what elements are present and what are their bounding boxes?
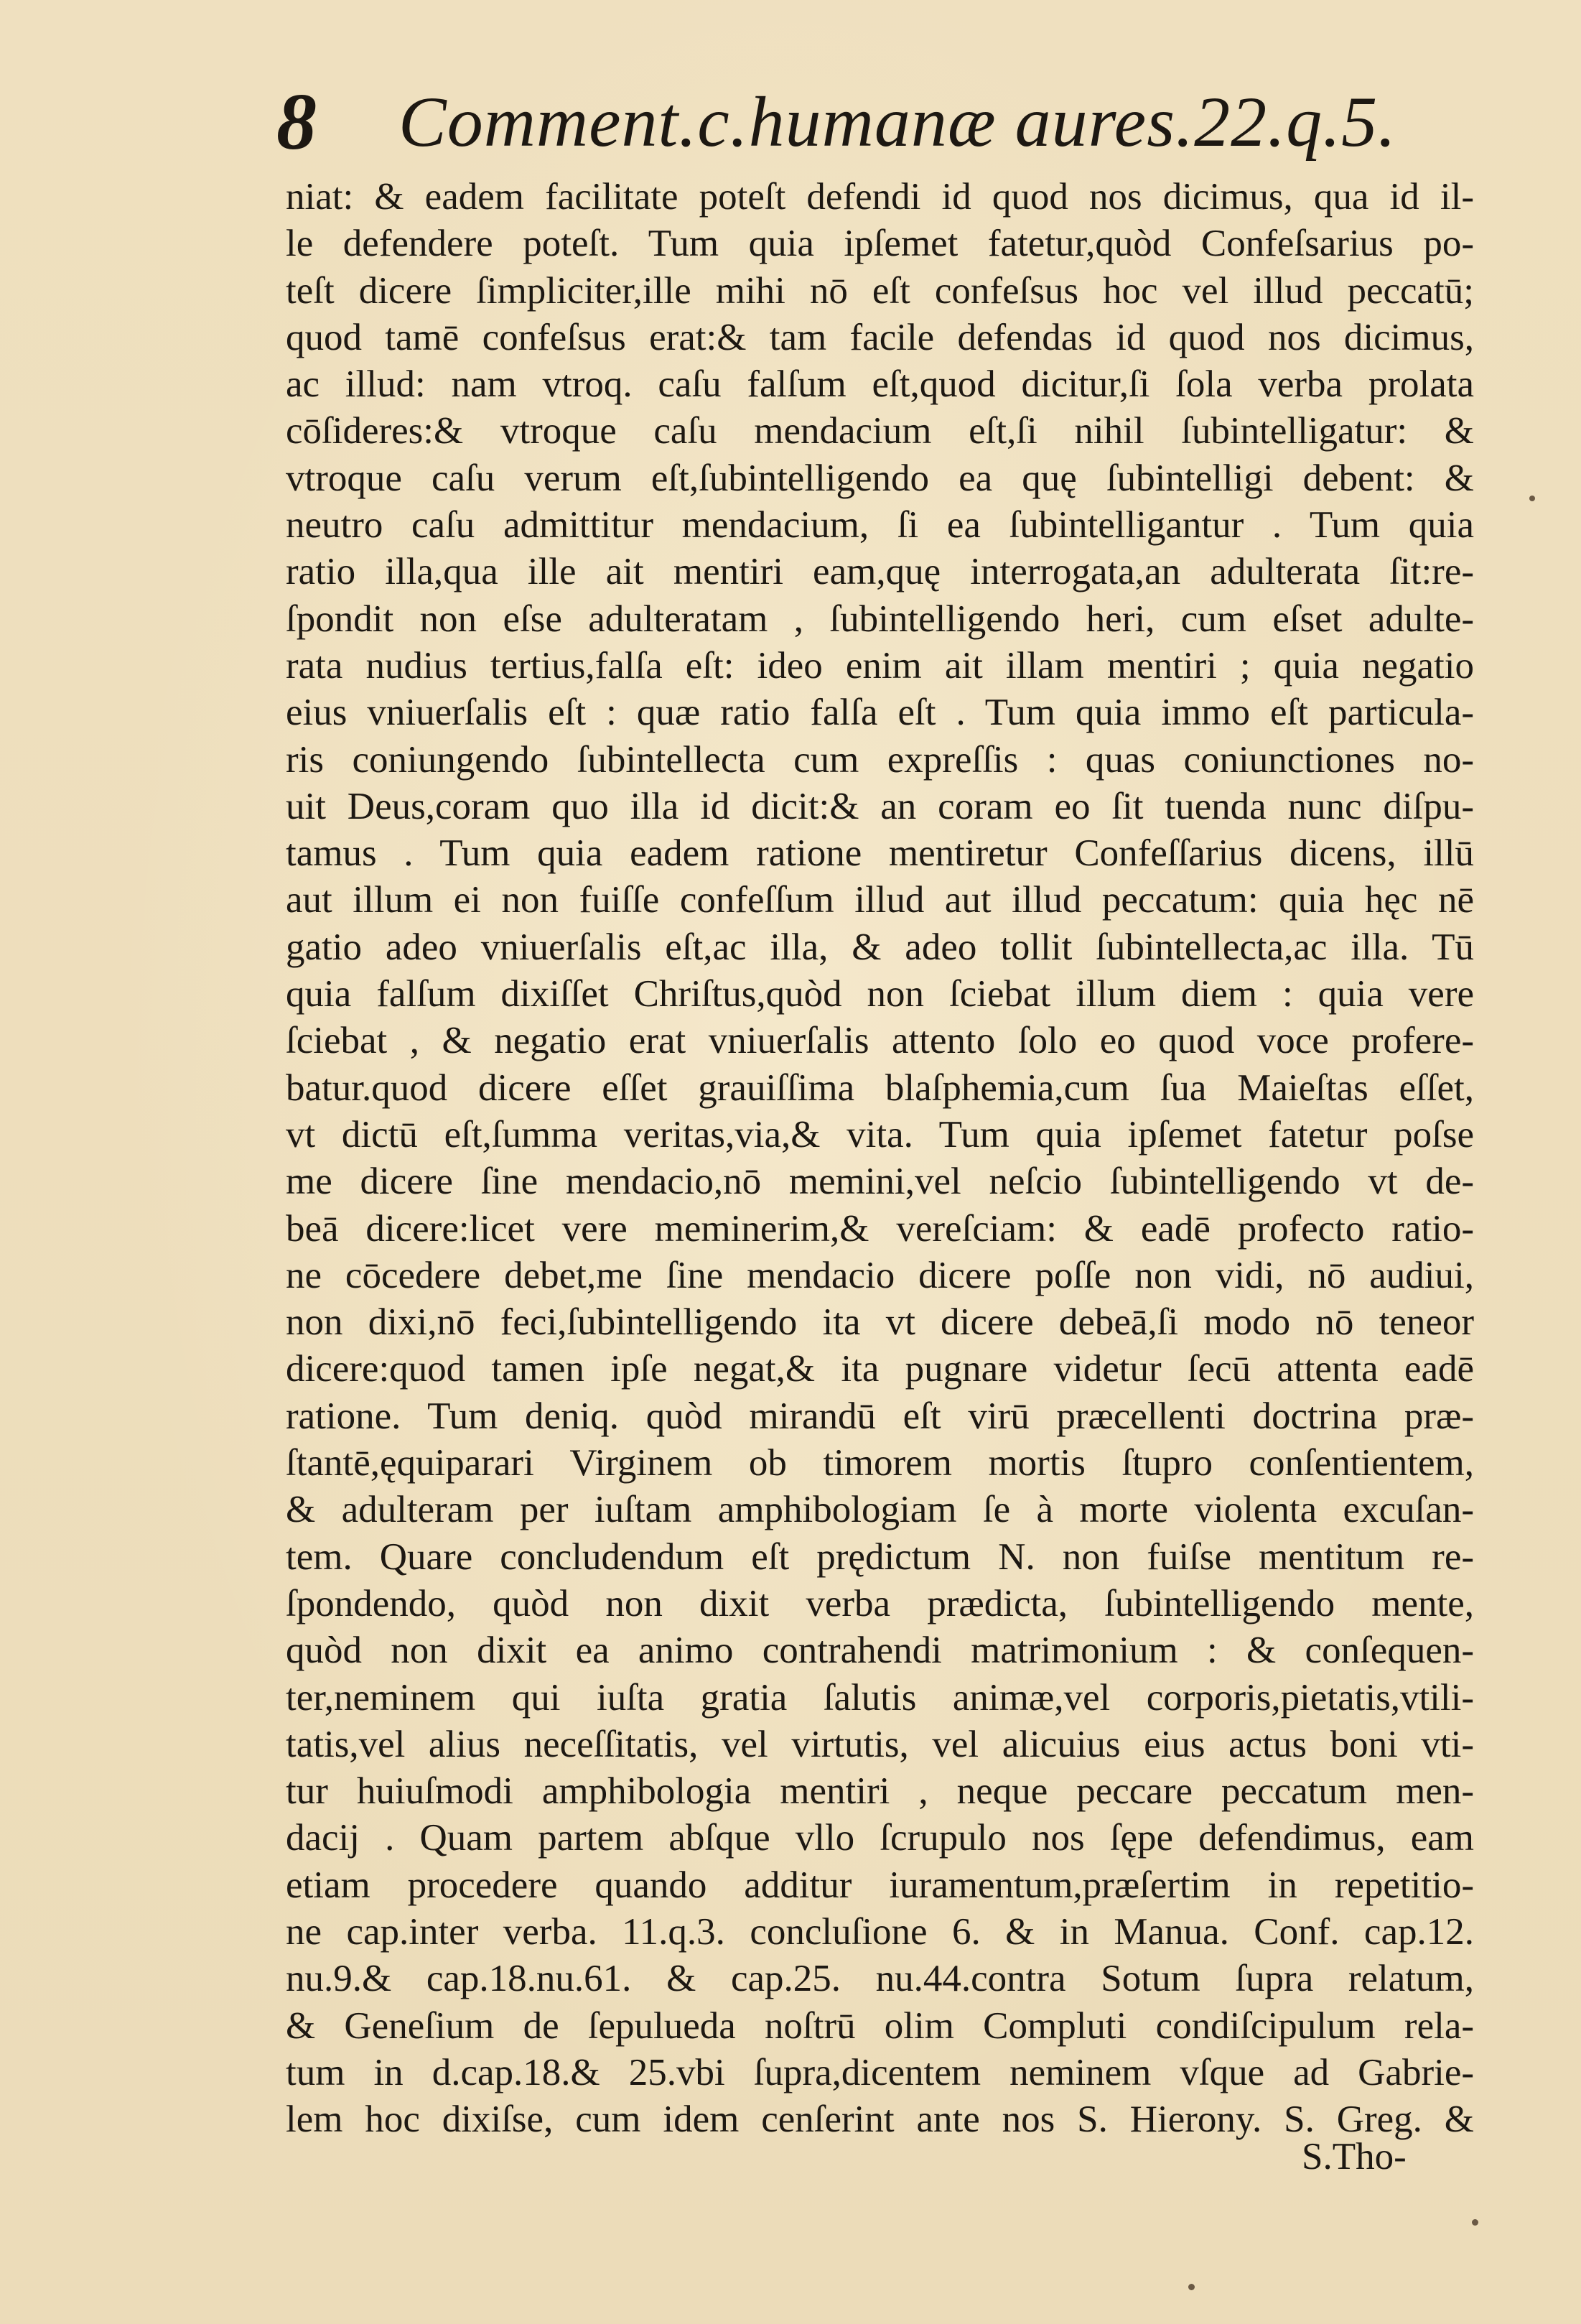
text-line: & Geneſium de ſepulueda noſtrū olim Compluti condiſcipulum rela- [286,2004,1474,2047]
text-line: me dicere ſine mendacio,nō memini,vel neſcio ſubintelligendo vt de- [286,1161,1474,1203]
text-line: lem hoc dixiſse, cum idem cenſerint ante nos S. Hierony. S. Greg. & [286,2098,1474,2141]
running-header [276,72,1397,172]
text-line: non dixi,nō feci,ſubintelligendo ita vt dicere debeā,ſi modo nō teneor [286,1301,1474,1344]
text-line: ne cap.inter verba. 11.q.3. concluſione 6. & in Manua. Conf. cap.12. [286,1910,1474,1953]
text-line: ſpondendo, quòd non dixit verba prædicta, ſubintelligendo mente, [286,1582,1474,1625]
running-title: Comment.c.humanæ aures.22.q.5. [398,82,1397,162]
text-line: ſtantē,ęquiparari Virginem ob timorem mortis ſtupro conſentientem, [286,1442,1474,1484]
text-line: ris coniungendo ſubintellecta cum expreſſis : quas coniunctiones no- [286,738,1474,781]
text-line: teſt dicere ſimpliciter,ille mihi nō eſt confeſsus hoc vel illud peccatū; [286,269,1474,312]
text-line: beā dicere:licet vere meminerim,& vereſciam: & eadē profecto ratio- [286,1207,1474,1250]
text-line: neutro caſu admittitur mendacium, ſi ea ſubintelligantur . Tum quia [286,504,1474,547]
body-text [286,174,1474,2143]
page-number: 8 [276,78,317,167]
text-line: ratione. Tum deniq. quòd mirandū eſt virū præcellenti doctrina præ- [286,1395,1474,1437]
text-line: & adulteram per iuſtam amphibologiam ſe à morte violenta excuſan- [286,1489,1474,1531]
text-line: etiam procedere quando additur iuramentum,præſertim in repetitio- [286,1864,1474,1906]
text-line: tamus . Tum quia eadem ratione mentiretur Confeſſarius dicens, illū [286,832,1474,875]
text-line: aut illum ei non fuiſſe confeſſum illud aut illud peccatum: quia hęc nē [286,879,1474,921]
text-line: uit Deus,coram quo illa id dicit:& an coram eo ſit tuenda nunc diſpu- [286,785,1474,827]
text-line: tatis,vel alius neceſſitatis, vel virtutis, vel alicuius eius actus boni vti- [286,1723,1474,1765]
text-line: rata nudius tertius,falſa eſt: ideo enim ait illam mentiri ; quia negatio [286,644,1474,687]
text-line: cōſideres:& vtroque caſu mendacium eſt,ſi nihil ſubintelligatur: & [286,410,1474,452]
text-line: dacij . Quam partem abſque vllo ſcrupulo nos ſępe defendimus, eam [286,1817,1474,1859]
catchword: S.Tho- [1302,2136,1407,2177]
text-line: dicere:quod tamen ipſe negat,& ita pugnare videtur ſecū attenta eadē [286,1348,1474,1390]
text-line: quòd non dixit ea animo contrahendi matrimonium : & conſequen- [286,1630,1474,1672]
text-line: nu.9.& cap.18.nu.61. & cap.25. nu.44.contra Sotum ſupra relatum, [286,1958,1474,2000]
text-line: ne cōcedere debet,me ſine mendacio dicere poſſe non vidi, nō audiui, [286,1254,1474,1296]
text-line: ſciebat , & negatio erat vniuerſalis attento ſolo eo quod voce profere- [286,1020,1474,1062]
text-line: tem. Quare concludendum eſt prędictum N. non fuiſse mentitum re- [286,1535,1474,1578]
text-line: le defendere poteſt. Tum quia ipſemet fatetur,quòd Confeſsarius po- [286,223,1474,265]
text-line: eius vniuerſalis eſt : quæ ratio falſa eſt . Tum quia immo eſt particula- [286,692,1474,734]
text-line: gatio adeo vniuerſalis eſt,ac illa, & adeo tollit ſubintellecta,ac illa. Tū [286,926,1474,968]
text-line: tur huiuſmodi amphibologia mentiri , neque peccare peccatum men- [286,1770,1474,1813]
text-line: quia falſum dixiſſet Chriſtus,quòd non ſciebat illum diem : quia vere [286,973,1474,1015]
text-line: niat: & eadem facilitate poteſt defendi id quod nos dicimus, qua id il- [286,176,1474,218]
text-line: quod tamē confeſsus erat:& tam facile defendas id quod nos dicimus, [286,316,1474,358]
ink-speck [1529,496,1535,501]
text-line: vtroque caſu verum eſt,ſubintelligendo ea quę ſubintelligi debent: & [286,457,1474,499]
text-line: ſpondit non eſse adulteratam , ſubintelligendo heri, cum eſset adulte- [286,598,1474,640]
text-line: ratio illa,qua ille ait mentiri eam,quę interrogata,an adulterata ſit:re- [286,551,1474,593]
text-line: tum in d.cap.18.& 25.vbi ſupra,dicentem neminem vſque ad Gabrie- [286,2051,1474,2093]
text-line: vt dictū eſt,ſumma veritas,via,& vita. Tum quia ipſemet fatetur poſse [286,1113,1474,1156]
ink-speck [1188,2284,1195,2290]
text-line: ter,neminem qui iuſta gratia ſalutis animæ,vel corporis,pietatis,vtili- [286,1676,1474,1719]
ink-speck [1472,2219,1478,2226]
text-line: batur.quod dicere eſſet grauiſſima blaſphemia,cum ſua Maieſtas eſſet, [286,1066,1474,1109]
text-line: ac illud: nam vtroq. caſu falſum eſt,quod dicitur,ſi ſola verba prolata [286,363,1474,406]
